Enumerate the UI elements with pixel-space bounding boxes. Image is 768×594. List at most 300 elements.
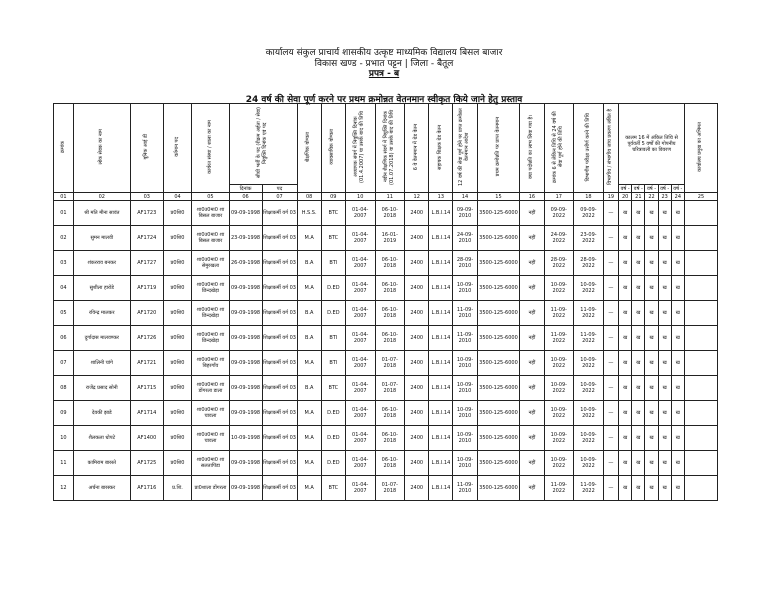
column-header <box>297 104 321 193</box>
cell-acr: ख <box>671 376 684 401</box>
cell-name: शंकरराव बनकर <box>73 251 130 276</box>
cell-post: प्र0शि0 <box>163 401 192 426</box>
cell-prof: BTC <box>321 226 345 251</box>
cell-uid: AF1719 <box>130 276 163 301</box>
cell-d5: 10-09-2022 <box>574 376 604 401</box>
cell-scale: 3500-125-6000 <box>477 351 520 376</box>
column-header-text: क्या पदोन्नति का लाभ लिया गया है। <box>528 115 535 179</box>
cell-d4: 28-09-2022 <box>544 251 574 276</box>
cell-promo: नहीं <box>520 401 544 426</box>
cell-gp: 2400 <box>405 351 429 376</box>
column-number: 03 <box>130 193 163 201</box>
column-header-text: 6 वे वेतनमान में ग्रेड वेतन <box>412 123 419 171</box>
cell-post_app: शिक्षाकर्मी वर्ग 03 <box>262 426 297 451</box>
cell-date: 09-09-1998 <box>229 451 262 476</box>
cell-level: L.B.I.14 <box>429 351 453 376</box>
cell-remark <box>684 226 717 251</box>
cell-edu: B.A <box>297 251 321 276</box>
column-header <box>54 104 74 193</box>
cell-promo: नहीं <box>520 251 544 276</box>
column-number: 04 <box>163 193 192 201</box>
cell-date: 23-09-1998 <box>229 226 262 251</box>
cell-post_app: शिक्षाकर्मी वर्ग 03 <box>262 226 297 251</box>
cell-gp: 2400 <box>405 426 429 451</box>
column-header-text: अध्यापक संवर्ग में नियुक्ति दिनांक (01.4.2007) या उसके बाद की तिथि <box>353 110 366 184</box>
cell-d3: 10-09-2010 <box>453 401 477 426</box>
cell-promo: नहीं <box>520 326 544 351</box>
cell-d3: 10-09-2010 <box>453 426 477 451</box>
cell-gp: 2400 <box>405 301 429 326</box>
cell-edu: H.S.S. <box>297 201 321 226</box>
cell-scale: 3500-125-6000 <box>477 376 520 401</box>
cell-post_app: शिक्षाकर्मी वर्ग 03 <box>262 476 297 501</box>
cell-d2: 01-07-2018 <box>375 351 405 376</box>
cell-acr: ख <box>671 326 684 351</box>
cell-acr: ख <box>645 226 658 251</box>
cell-acr: ख <box>671 276 684 301</box>
cell-d2: 06-10-2018 <box>375 326 405 351</box>
cell-d3: 10-09-2010 <box>453 351 477 376</box>
column-number: 15 <box>477 193 520 201</box>
cell-d1: 01-04-2007 <box>345 426 375 451</box>
cell-d2: 16-01-2019 <box>375 226 405 251</box>
cell-level: L.B.I.14 <box>429 301 453 326</box>
column-header-text: क्रमांक 6 से लेकिन तिथि से 24 वर्ष की सेवा पूर्ण होने की तिथि <box>552 111 564 183</box>
cell-remark <box>684 201 717 226</box>
cell-school: शा0उ0मा0 शा चावला <box>192 401 229 426</box>
cell-scale: 3500-125-6000 <box>477 226 520 251</box>
cell-d3: 11-09-2010 <box>453 476 477 501</box>
cell-acr: ख <box>671 351 684 376</box>
cell-d1: 01-04-2007 <box>345 376 375 401</box>
column-number: 23 <box>658 193 671 201</box>
cell-sn: 11 <box>54 451 74 476</box>
cell-uid: AF1721 <box>130 351 163 376</box>
cell-d5: 10-09-2022 <box>574 401 604 426</box>
proposal-title: 24 वर्ष की सेवा पूर्ण करने पर प्रथम क्रमोन्नत वेतनमान स्वीकृत किये जाने हेतु प्रस्ताव <box>245 95 523 105</box>
column-header <box>429 104 453 193</box>
cell-inq: — <box>603 351 618 376</box>
cell-acr: ख <box>671 426 684 451</box>
column-number: 19 <box>603 193 618 201</box>
cell-d2: 06-10-2018 <box>375 426 405 451</box>
cell-remark <box>684 426 717 451</box>
cell-d3: 28-09-2010 <box>453 251 477 276</box>
cell-scale: 3500-125-6000 <box>477 201 520 226</box>
column-header <box>375 104 405 193</box>
cell-edu: B.A <box>297 376 321 401</box>
cell-acr: ख <box>632 226 645 251</box>
table-row <box>54 226 718 251</box>
cell-sn: 12 <box>54 476 74 501</box>
cell-edu: M.A <box>297 451 321 476</box>
cell-date: 09-09-1998 <box>229 351 262 376</box>
column-number: 25 <box>684 193 717 201</box>
cell-d2: 06-10-2018 <box>375 301 405 326</box>
column-number: 01 <box>54 193 74 201</box>
cell-d4: 10-09-2022 <box>544 276 574 301</box>
cell-uid: AF1726 <box>130 326 163 351</box>
table-row <box>54 326 718 351</box>
cell-d1: 01-04-2007 <box>345 276 375 301</box>
cell-acr: ख <box>658 451 671 476</box>
column-number: 14 <box>453 193 477 201</box>
column-header-text: विभागीय परीक्षा उत्तीर्ण करने की तिथि <box>584 112 591 182</box>
cell-remark <box>684 276 717 301</box>
cell-date: 09-09-1998 <box>229 276 262 301</box>
cell-gp: 2400 <box>405 201 429 226</box>
cell-post_app: शिक्षाकर्मी वर्ग 03 <box>262 351 297 376</box>
column-header-text: व्यावसायिक योग्यता <box>329 129 336 165</box>
cell-acr: ख <box>632 376 645 401</box>
subheader-year: वर्ष - <box>671 185 684 193</box>
cell-d5: 11-09-2022 <box>574 326 604 351</box>
cell-acr: ख <box>645 276 658 301</box>
cell-acr: ख <box>671 401 684 426</box>
cell-d4: 11-09-2022 <box>544 301 574 326</box>
cell-promo: नहीं <box>520 276 544 301</box>
column-number: 17 <box>544 193 574 201</box>
column-header-text: कार्यालय प्रमुख का अभिमत <box>697 122 704 172</box>
cell-level: L.B.I.14 <box>429 426 453 451</box>
cell-post: प्र0शि0 <box>163 301 192 326</box>
cell-post_app: शिक्षाकर्मी वर्ग 03 <box>262 401 297 426</box>
cell-sn: 09 <box>54 401 74 426</box>
cell-d5: 10-09-2022 <box>574 451 604 476</box>
cell-name: राजेंद्र प्रसाद सोनी <box>73 376 130 401</box>
cell-acr: ख <box>619 326 632 351</box>
cell-remark <box>684 251 717 276</box>
cell-d1: 01-04-2007 <box>345 251 375 276</box>
cell-school: प्रा0शाला डोंगरला <box>192 476 229 501</box>
cell-d4: 10-09-2022 <box>544 351 574 376</box>
column-number: 24 <box>671 193 684 201</box>
cell-level: L.B.I.14 <box>429 476 453 501</box>
cell-prof: D.ED <box>321 401 345 426</box>
column-number: 05 <box>192 193 229 201</box>
cell-school: शा0उ0मा0 शा बिसल बाजार <box>192 226 229 251</box>
cell-acr: ख <box>645 451 658 476</box>
cell-prof: BTI <box>321 251 345 276</box>
cell-post: प्र0शि0 <box>163 201 192 226</box>
cell-acr: ख <box>619 226 632 251</box>
cell-remark <box>684 301 717 326</box>
cell-scale: 3500-125-6000 <box>477 476 520 501</box>
cell-acr: ख <box>658 351 671 376</box>
column-header <box>477 104 520 193</box>
cell-acr: ख <box>632 301 645 326</box>
table-row <box>54 451 718 476</box>
cell-d5: 11-09-2022 <box>574 476 604 501</box>
cell-acr: ख <box>645 426 658 451</box>
column-number: 11 <box>375 193 405 201</box>
cell-name: अर्चना बारस्कर <box>73 476 130 501</box>
cell-promo: नहीं <box>520 301 544 326</box>
cell-scale: 3500-125-6000 <box>477 301 520 326</box>
cell-scale: 3500-125-6000 <box>477 276 520 301</box>
cell-d2: 06-10-2018 <box>375 201 405 226</box>
cell-level: L.B.I.14 <box>429 451 453 476</box>
column-number: 16 <box>520 193 544 201</box>
column-header <box>520 104 544 193</box>
cell-remark <box>684 376 717 401</box>
cell-acr: ख <box>619 276 632 301</box>
cell-acr: ख <box>632 351 645 376</box>
column-header <box>453 104 477 193</box>
column-number: 13 <box>429 193 453 201</box>
table-row <box>54 276 718 301</box>
cell-acr: ख <box>632 426 645 451</box>
cell-prof: BTI <box>321 351 345 376</box>
cell-sn: 07 <box>54 351 74 376</box>
cell-inq: — <box>603 451 618 476</box>
table-row <box>54 351 718 376</box>
cell-level: L.B.I.14 <box>429 326 453 351</box>
cell-d3: 24-09-2010 <box>453 226 477 251</box>
cell-level: L.B.I.14 <box>429 376 453 401</box>
cell-d3: 09-09-2010 <box>453 201 477 226</box>
column-header-text: सीधी भर्ती के पद (रीक्रम अर्हता / सेवा) नियुक्ति दिनांक एवं पद <box>256 107 269 179</box>
subheader-year: वर्ष - <box>645 185 658 193</box>
form-label: प्रपत्र - ब <box>368 69 400 79</box>
cell-level: L.B.I.14 <box>429 226 453 251</box>
cell-post: प्र0शि0 <box>163 451 192 476</box>
column-number: 22 <box>645 193 658 201</box>
cell-gp: 2400 <box>405 226 429 251</box>
cell-post: प्र0शि0 <box>163 251 192 276</box>
cell-d4: 10-09-2022 <box>544 426 574 451</box>
cell-uid: AF1723 <box>130 201 163 226</box>
cell-date: 09-09-1998 <box>229 476 262 501</box>
cell-name: देवकी झाडे <box>73 401 130 426</box>
cell-d4: 11-09-2022 <box>544 326 574 351</box>
cell-school: शा0उ0मा0 शा छिन्दखेड़ा <box>192 326 229 351</box>
cell-d5: 09-09-2022 <box>574 201 604 226</box>
cell-remark <box>684 351 717 376</box>
cell-d4: 10-09-2022 <box>544 451 574 476</box>
cell-post_app: शिक्षाकर्मी वर्ग 03 <box>262 326 297 351</box>
cell-acr: ख <box>619 476 632 501</box>
cell-edu: M.A <box>297 351 321 376</box>
column-number: 08 <box>297 193 321 201</box>
column-header <box>73 104 130 193</box>
cell-inq: — <box>603 301 618 326</box>
cell-name: शालिनी चांगे <box>73 351 130 376</box>
cell-d2: 06-10-2018 <box>375 251 405 276</box>
cell-sn: 06 <box>54 326 74 351</box>
office-location: विकास खण्ड - प्रभात पट्टन | जिला - बैतूल <box>314 59 454 69</box>
cell-level: L.B.I.14 <box>429 401 453 426</box>
cell-d1: 01-04-2007 <box>345 326 375 351</box>
cell-d1: 01-04-2007 <box>345 351 375 376</box>
cell-edu: M.A <box>297 426 321 451</box>
cell-name: कामिराम बारस्ते <box>73 451 130 476</box>
cell-acr: ख <box>671 226 684 251</box>
column-header <box>130 104 163 193</box>
table-row <box>54 401 718 426</box>
column-header-text: सहायक शिक्षक ग्रेड वेतन <box>436 124 443 170</box>
cell-inq: — <box>603 426 618 451</box>
cell-post_app: शिक्षाकर्मी वर्ग 03 <box>262 251 297 276</box>
cell-prof: BTI <box>321 326 345 351</box>
cell-acr: ख <box>658 426 671 451</box>
column-header-text: लोक सेवक का नाम <box>97 129 104 165</box>
cell-acr: ख <box>632 326 645 351</box>
column-header: कालम 16 में अंकित तिथि से पूर्ववर्ती 5 वर्षों की गोपनीय चरित्रावली का विवरण <box>619 104 685 185</box>
cell-acr: ख <box>619 401 632 426</box>
subheader-year: वर्ष - <box>658 185 671 193</box>
cell-sn: 04 <box>54 276 74 301</box>
cell-uid: AF1715 <box>130 376 163 401</box>
cell-acr: ख <box>658 276 671 301</box>
subheader-year: वर्ष - <box>619 185 632 193</box>
cell-edu: B.A <box>297 326 321 351</box>
cell-promo: नहीं <box>520 451 544 476</box>
cell-prof: BTC <box>321 376 345 401</box>
cell-school: शा0उ0मा0 शा छिन्दखेड़ा <box>192 301 229 326</box>
cell-date: 09-09-1998 <box>229 326 262 351</box>
cell-date: 09-09-1998 <box>229 376 262 401</box>
cell-inq: — <box>603 476 618 501</box>
cell-d2: 06-10-2018 <box>375 401 405 426</box>
cell-school: शा0उ0मा0 शा सेमुरखला <box>192 251 229 276</box>
cell-d3: 11-09-2010 <box>453 326 477 351</box>
cell-promo: नहीं <box>520 201 544 226</box>
cell-inq: — <box>603 326 618 351</box>
cell-school: शा0उ0मा0 शा चावला <box>192 426 229 451</box>
cell-prof: D.ED <box>321 276 345 301</box>
cell-acr: ख <box>671 251 684 276</box>
cell-d5: 28-09-2022 <box>574 251 604 276</box>
cell-acr: ख <box>619 251 632 276</box>
column-header <box>574 104 604 193</box>
column-number: 21 <box>632 193 645 201</box>
cell-level: L.B.I.14 <box>429 251 453 276</box>
cell-inq: — <box>603 376 618 401</box>
cell-gp: 2400 <box>405 476 429 501</box>
cell-uid: AF1720 <box>130 301 163 326</box>
cell-post_app: शिक्षाकर्मी वर्ग 03 <box>262 451 297 476</box>
cell-acr: ख <box>619 426 632 451</box>
cell-date: 09-09-1998 <box>229 401 262 426</box>
cell-gp: 2400 <box>405 276 429 301</box>
cell-inq: — <box>603 226 618 251</box>
cell-promo: नहीं <box>520 226 544 251</box>
cell-acr: ख <box>658 376 671 401</box>
cell-post_app: शिक्षाकर्मी वर्ग 03 <box>262 376 297 401</box>
column-number: 12 <box>405 193 429 201</box>
cell-remark <box>684 401 717 426</box>
column-number: 02 <box>73 193 130 201</box>
column-number: 07 <box>262 193 297 201</box>
proposal-table <box>53 103 718 501</box>
cell-post: प्र.शि. <box>163 476 192 501</box>
column-header <box>684 104 717 193</box>
cell-acr: ख <box>658 326 671 351</box>
cell-promo: नहीं <box>520 376 544 401</box>
cell-school: शा0उ0मा0 शा बिसल बाजार <box>192 201 229 226</box>
column-header-text: प्रथम क्रमोन्नति पर प्राप्त वेतनमान <box>494 117 501 177</box>
cell-d4: 24-09-2022 <box>544 226 574 251</box>
column-header <box>544 104 574 193</box>
cell-d5: 23-09-2022 <box>574 226 604 251</box>
cell-acr: ख <box>632 201 645 226</box>
column-header-text: शैक्षणिक योग्यता <box>305 132 312 162</box>
cell-d3: 10-09-2010 <box>453 451 477 476</box>
cell-acr: ख <box>632 451 645 476</box>
cell-edu: B.A <box>297 301 321 326</box>
cell-acr: ख <box>658 251 671 276</box>
cell-d3: 10-09-2010 <box>453 276 477 301</box>
column-number: 18 <box>574 193 604 201</box>
cell-acr: ख <box>619 201 632 226</box>
cell-acr: ख <box>645 201 658 226</box>
cell-gp: 2400 <box>405 326 429 351</box>
cell-d3: 10-09-2010 <box>453 376 477 401</box>
cell-scale: 3500-125-6000 <box>477 451 520 476</box>
cell-school: शा0उ0मा0 शा बिहरगाँव <box>192 351 229 376</box>
cell-d4: 10-09-2022 <box>544 376 574 401</box>
cell-date: 26-09-1998 <box>229 251 262 276</box>
cell-date: 10-09-1998 <box>229 426 262 451</box>
cell-acr: ख <box>645 351 658 376</box>
cell-edu: M.A <box>297 226 321 251</box>
cell-post_app: शिक्षाकर्मी वर्ग 03 <box>262 276 297 301</box>
cell-prof: D.ED <box>321 301 345 326</box>
subheader-date: दिनांक <box>229 185 262 193</box>
cell-level: L.B.I.14 <box>429 276 453 301</box>
cell-d1: 01-04-2007 <box>345 301 375 326</box>
cell-d4: 11-09-2022 <box>544 476 574 501</box>
cell-edu: M.A <box>297 276 321 301</box>
cell-d4: 09-09-2022 <box>544 201 574 226</box>
cell-date: 09-09-1998 <box>229 301 262 326</box>
cell-name: दुर्गादास मालवण्कर <box>73 326 130 351</box>
cell-acr: ख <box>632 251 645 276</box>
cell-d5: 11-09-2022 <box>574 301 604 326</box>
cell-sn: 08 <box>54 376 74 401</box>
cell-post: प्र0शि0 <box>163 426 192 451</box>
cell-acr: ख <box>671 301 684 326</box>
column-number: 10 <box>345 193 375 201</box>
table-row <box>54 426 718 451</box>
cell-post_app: शिक्षाकर्मी वर्ग 03 <box>262 201 297 226</box>
cell-acr: ख <box>632 276 645 301</box>
cell-sn: 03 <box>54 251 74 276</box>
cell-promo: नहीं <box>520 351 544 376</box>
cell-d2: 06-10-2018 <box>375 451 405 476</box>
table-row <box>54 251 718 276</box>
cell-d2: 01-07-2018 <box>375 476 405 501</box>
cell-acr: ख <box>658 201 671 226</box>
cell-uid: AF1724 <box>130 226 163 251</box>
cell-scale: 3500-125-6000 <box>477 426 520 451</box>
cell-scale: 3500-125-6000 <box>477 326 520 351</box>
cell-remark <box>684 476 717 501</box>
cell-d5: 10-09-2022 <box>574 426 604 451</box>
cell-acr: ख <box>671 451 684 476</box>
cell-acr: ख <box>632 476 645 501</box>
cell-acr: ख <box>658 476 671 501</box>
cell-acr: ख <box>645 326 658 351</box>
office-title: कार्यालय संकुल प्राचार्य शासकीय उत्कृष्ट माध्यमिक विद्यालय बिसल बाजार <box>265 48 503 58</box>
cell-school: शा0उ0मा0 शा डोंगरला डाला <box>192 376 229 401</box>
column-header <box>345 104 375 193</box>
column-header <box>321 104 345 193</box>
cell-inq: — <box>603 201 618 226</box>
column-header <box>163 104 192 193</box>
cell-acr: ख <box>619 451 632 476</box>
